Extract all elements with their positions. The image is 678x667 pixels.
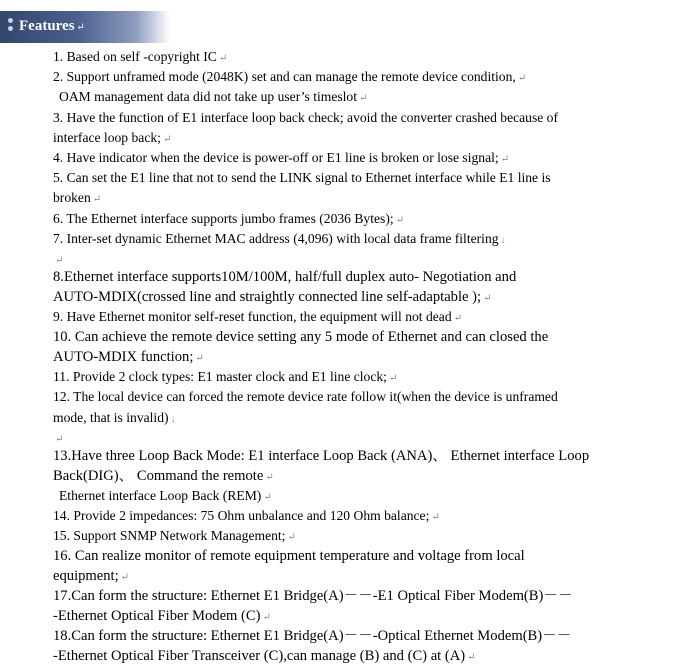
- features-header: [0, 11, 170, 43]
- feature-line: 15. Support SNMP Network Management; ↵: [53, 528, 296, 544]
- feature-line: equipment; ↵: [53, 568, 130, 585]
- section-title: Features ↵: [19, 18, 85, 34]
- feature-line: 2. Support unframed mode (2048K) set and can manage the remote device condition, ↵: [53, 69, 527, 85]
- feature-line: 1. Based on self -copyright IC ↵: [53, 49, 228, 64]
- empty-line: ↵: [55, 433, 64, 445]
- feature-line: OAM management data did not take up user’s timeslot ↵: [59, 89, 368, 105]
- feature-line: 8.Ethernet interface supports10M/100M, half/full duplex auto- Negotiation and: [53, 269, 517, 286]
- feature-line: 3. Have the function of E1 interface loop back check; avoid the converter crashed because of: [53, 109, 559, 125]
- feature-line: 11. Provide 2 clock types: E1 master clock and E1 line clock; ↵: [53, 369, 398, 385]
- feature-line: 14. Provide 2 impedances: 75 Ohm unbalance and 120 Ohm balance; ↵: [53, 508, 440, 524]
- feature-line: 12. The local device can forced the remote device rate follow it(when the device is unframed: [53, 389, 558, 405]
- feature-line: 5. Can set the E1 line that not to send the LINK signal to Ethernet interface while E1 line is: [53, 170, 551, 186]
- feature-line: 6. The Ethernet interface supports jumbo frames (2036 Bytes); ↵: [53, 210, 405, 226]
- feature-line: 16. Can realize monitor of remote equipment temperature and voltage from local: [53, 548, 525, 565]
- feature-line: 9. Have Ethernet monitor self-reset function, the equipment will not dead ↵: [53, 309, 463, 325]
- feature-line: -Ethernet Optical Fiber Modem (C) ↵: [53, 608, 271, 625]
- feature-line: -Ethernet Optical Fiber Transceiver (C),can manage (B) and (C) at (A) ↵: [53, 648, 476, 665]
- feature-line: 18.Can form the structure: Ethernet E1 Bridge(A)－－-Optical Ethernet Modem(B)－－: [53, 628, 572, 645]
- features-list: [53, 48, 663, 667]
- feature-line: Back(DIG)、 Command the remote ↵: [53, 467, 274, 484]
- bullet-dots-icon: [8, 18, 16, 34]
- feature-line: 13.Have three Loop Back Mode: E1 interface Loop Back (ANA)、 Ethernet interface Loop: [53, 447, 590, 464]
- feature-line: Ethernet interface Loop Back (REM) ↵: [59, 487, 272, 503]
- feature-line: AUTO-MDIX function; ↵: [53, 349, 204, 366]
- feature-line: 4. Have indicator when the device is power-off or E1 line is broken or lose signal; ↵: [53, 150, 510, 166]
- feature-line: interface loop back; ↵: [53, 129, 172, 145]
- feature-line: broken ↵: [53, 190, 102, 206]
- empty-line: ↵: [55, 255, 64, 267]
- feature-line: 7. Inter-set dynamic Ethernet MAC address (4,096) with local data frame filtering ↓: [53, 230, 506, 246]
- feature-line: AUTO-MDIX(crossed line and straightly connected line self-adaptable ); ↵: [53, 289, 492, 306]
- feature-line: 17.Can form the structure: Ethernet E1 Bridge(A)－－-E1 Optical Fiber Modem(B)－－: [53, 588, 573, 605]
- feature-line: mode, that is invalid) ↓: [53, 409, 176, 425]
- feature-line: 10. Can achieve the remote device setting any 5 mode of Ethernet and can closed the: [53, 329, 549, 346]
